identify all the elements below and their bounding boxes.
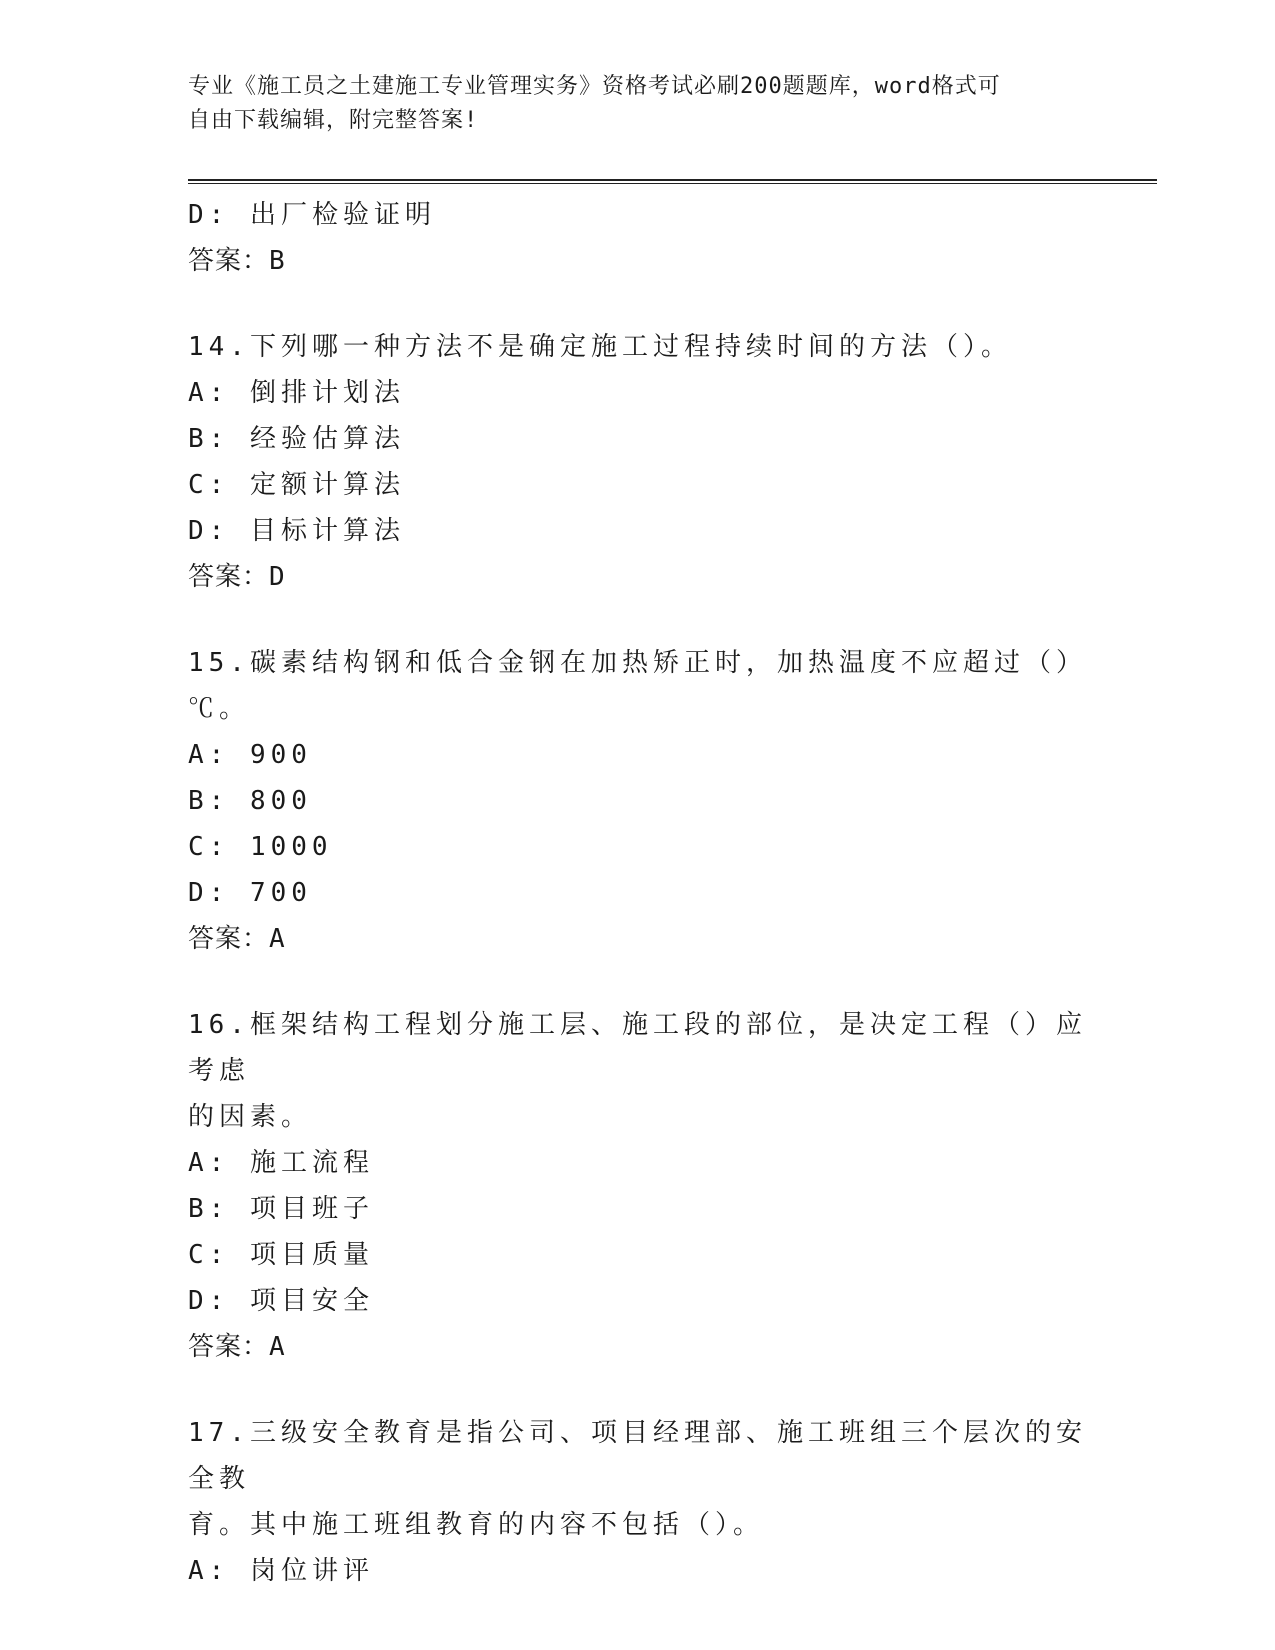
question-15-stem	[188, 640, 1088, 732]
header-line-2: 自由下载编辑，附完整答案!	[188, 108, 479, 133]
answer-label: 答案：	[188, 562, 270, 592]
question-stem-line: 16.框架结构工程划分施工层、施工段的部位，是决定工程（）应考虑	[188, 1010, 1087, 1086]
question-stem-line: 14.下列哪一种方法不是确定施工过程持续时间的方法（）。	[188, 332, 1012, 362]
answer-value: A	[269, 924, 286, 954]
answer-line	[188, 238, 1088, 284]
answer-line	[188, 916, 1088, 962]
header-divider	[188, 179, 1157, 184]
option-a: A: 倒排计划法	[188, 378, 405, 408]
header-line-1: 专业《施工员之土建施工专业管理实务》资格考试必刷200题题库，word格式可	[188, 74, 1001, 99]
answer-label: 答案：	[188, 924, 270, 954]
option-d: D: 700	[188, 878, 312, 908]
question-16-stem	[188, 1002, 1088, 1140]
option-b: B: 800	[188, 786, 312, 816]
question-14-stem	[188, 324, 1088, 370]
option-c: C: 1000	[188, 832, 333, 862]
answer-value: D	[269, 562, 286, 592]
question-stem-line: 15.碳素结构钢和低合金钢在加热矫正时，加热温度不应超过（）℃。	[188, 648, 1087, 724]
option-a: A: 施工流程	[188, 1148, 374, 1178]
question-stem-line: 的因素。	[188, 1102, 313, 1132]
answer-label: 答案：	[188, 1332, 270, 1362]
question-stem-line: 育。其中施工班组教育的内容不包括（）。	[188, 1510, 765, 1540]
answer-line	[188, 1324, 1088, 1370]
option-d: D: 项目安全	[188, 1286, 374, 1316]
question-17-stem	[188, 1410, 1088, 1548]
option-b: B: 经验估算法	[188, 424, 405, 454]
option-c: C: 定额计算法	[188, 470, 405, 500]
document-header	[188, 70, 1068, 138]
answer-line	[188, 554, 1088, 600]
answer-label: 答案：	[188, 246, 270, 276]
option-d: D: 出厂检验证明	[188, 200, 436, 230]
answer-value: B	[269, 246, 286, 276]
option-b: B: 项目班子	[188, 1194, 374, 1224]
document-body	[188, 192, 1088, 1594]
option-a: A: 900	[188, 740, 312, 770]
answer-value: A	[269, 1332, 286, 1362]
option-a: A: 岗位讲评	[188, 1556, 374, 1586]
question-stem-line: 17.三级安全教育是指公司、项目经理部、施工班组三个层次的安全教	[188, 1418, 1087, 1494]
option-d: D: 目标计算法	[188, 516, 405, 546]
option-c: C: 项目质量	[188, 1240, 374, 1270]
